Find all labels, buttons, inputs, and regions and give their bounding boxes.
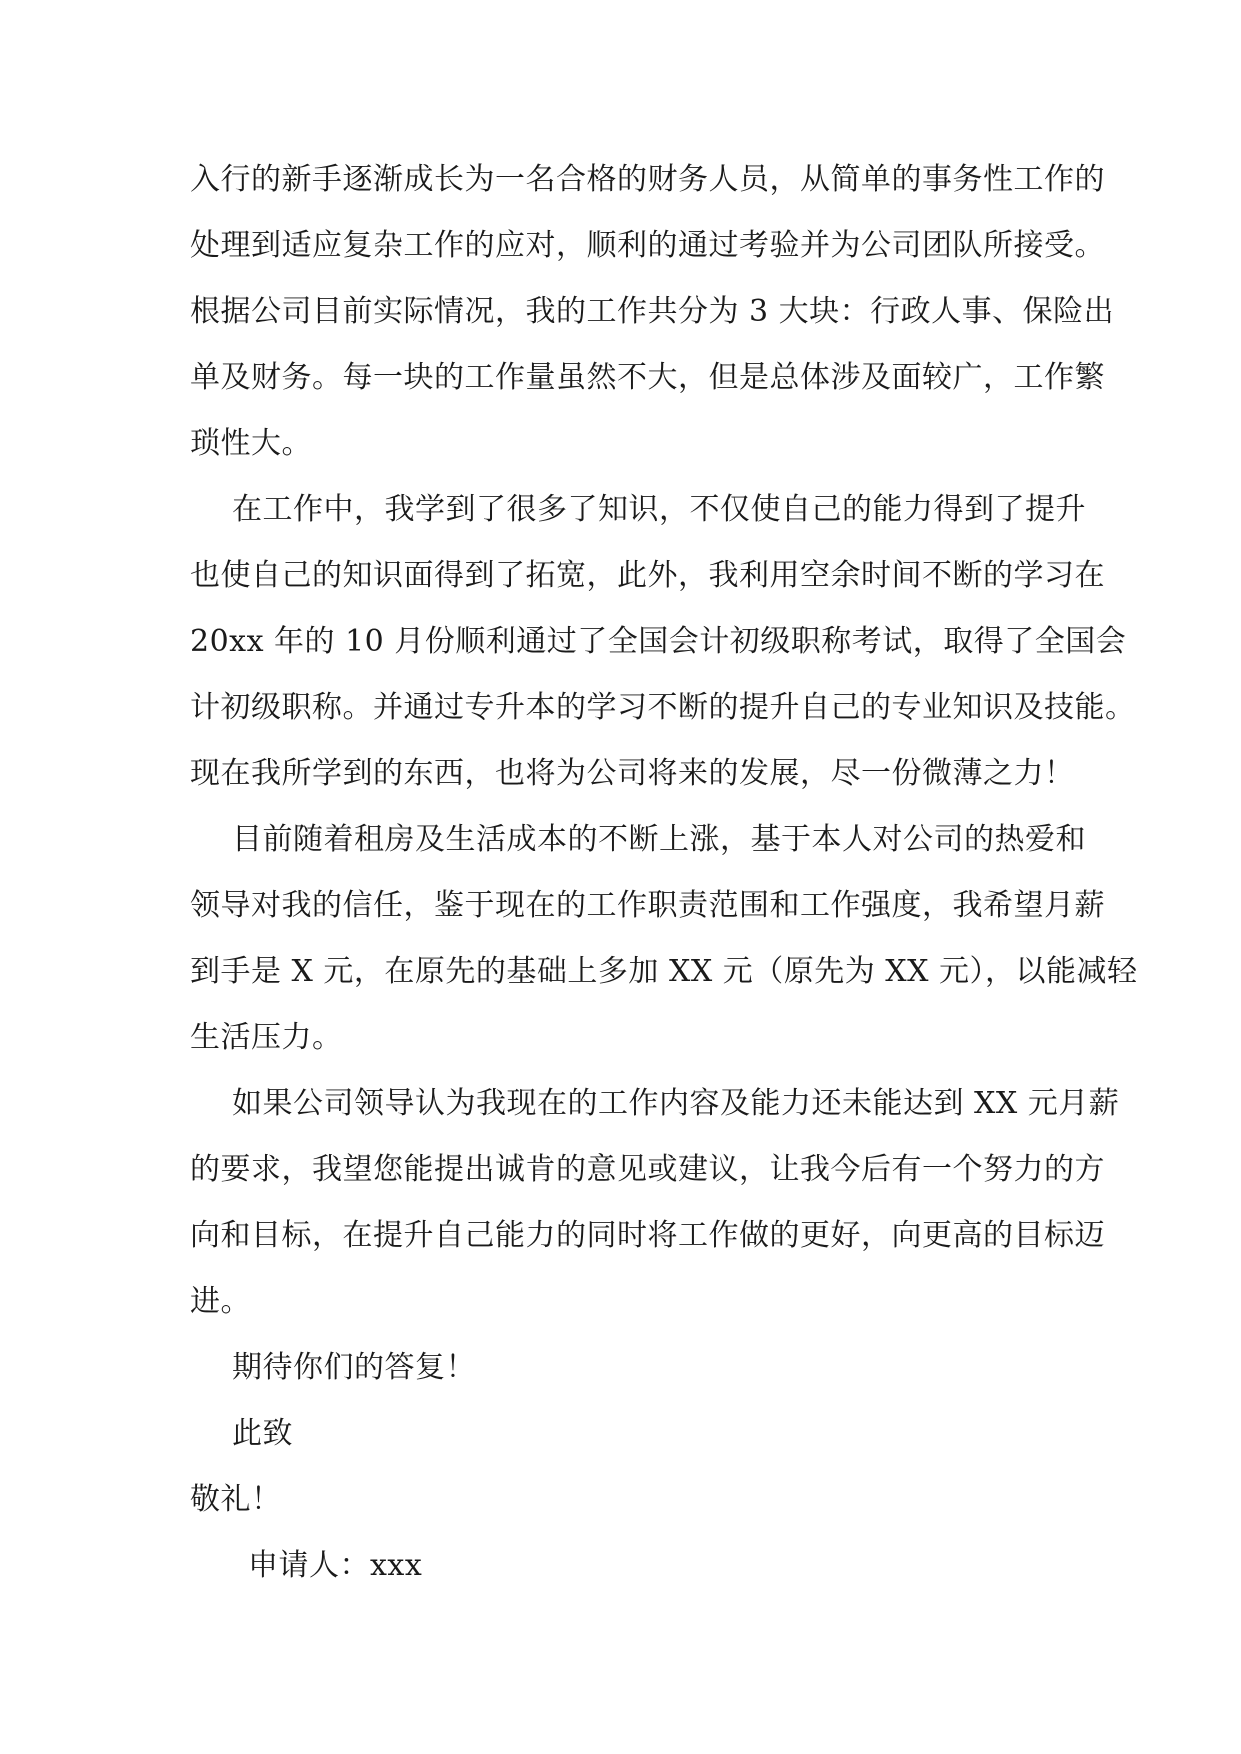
text-line: 的要求，我望您能提出诚肯的意见或建议，让我今后有一个努力的方 bbox=[190, 1152, 1105, 1187]
text-line: 在工作中，我学到了很多了知识，不仅使自己的能力得到了提升 bbox=[232, 492, 1086, 527]
text-line: 目前随着租房及生活成本的不断上涨，基于本人对公司的热爱和 bbox=[232, 822, 1086, 857]
text-line: 琐性大。 bbox=[190, 426, 312, 461]
text-line: 领导对我的信任，鉴于现在的工作职责范围和工作强度，我希望月薪 bbox=[190, 888, 1105, 923]
text-line: 生活压力。 bbox=[190, 1020, 343, 1055]
text-line: 处理到适应复杂工作的应对，顺利的通过考验并为公司团队所接受。 bbox=[190, 228, 1105, 263]
text-line: 到手是 X 元，在原先的基础上多加 XX 元（原先为 XX 元），以能减轻 bbox=[190, 954, 1138, 989]
text-line: 现在我所学到的东西，也将为公司将来的发展，尽一份微薄之力！ bbox=[190, 756, 1075, 791]
text-line: 进。 bbox=[190, 1284, 251, 1319]
applicant-signature: 申请人：xxx bbox=[248, 1548, 423, 1583]
closing-salute-jing-li: 敬礼！ bbox=[190, 1482, 282, 1517]
closing-salute-ci-zhi: 此致 bbox=[232, 1416, 293, 1451]
text-line: 入行的新手逐渐成长为一名合格的财务人员，从简单的事务性工作的 bbox=[190, 162, 1105, 197]
text-line: 计初级职称。并通过专升本的学习不断的提升自己的专业知识及技能。 bbox=[190, 690, 1136, 725]
text-line: 单及财务。每一块的工作量虽然不大，但是总体涉及面较广，工作繁 bbox=[190, 360, 1105, 395]
closing-expectation: 期待你们的答复！ bbox=[232, 1350, 476, 1385]
text-line: 也使自己的知识面得到了拓宽，此外，我利用空余时间不断的学习在 bbox=[190, 558, 1105, 593]
text-line: 20xx 年的 10 月份顺利通过了全国会计初级职称考试，取得了全国会 bbox=[190, 624, 1127, 659]
text-line: 根据公司目前实际情况，我的工作共分为 3 大块：行政人事、保险出 bbox=[190, 294, 1115, 329]
text-line: 如果公司领导认为我现在的工作内容及能力还未能达到 XX 元月薪 bbox=[232, 1086, 1120, 1121]
text-line: 向和目标，在提升自己能力的同时将工作做的更好，向更高的目标迈 bbox=[190, 1218, 1105, 1253]
